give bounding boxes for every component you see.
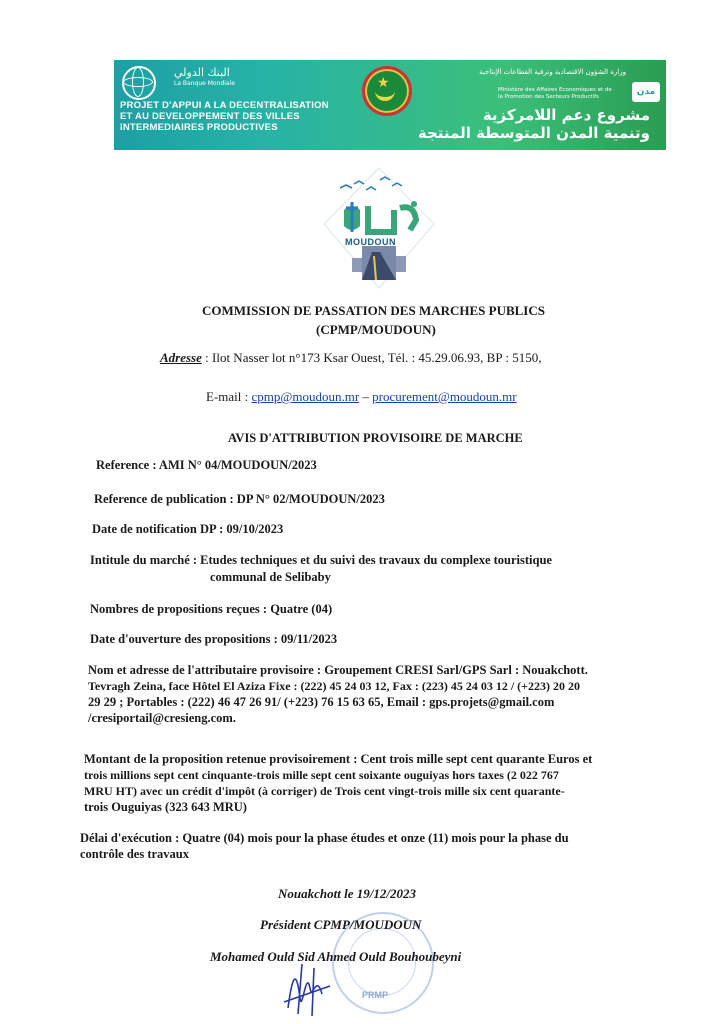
email-separator: – — [359, 389, 373, 404]
moudoun-logo-icon — [322, 166, 436, 290]
national-seal-icon: ★ — [362, 66, 412, 116]
address-label: Adresse — [160, 350, 202, 365]
awardee-paragraph: Nom et adresse de l'attributaire provisoire : Groupement CRESI Sarl/GPS Sarl : Nouakchott. Tevragh Zeina, face Hôtel El Aziza Fixe : (222) 45 24 03 12, Fax : (223) 45 24 03 12 / (+223) 20 20 29 29 ; Portables : (222) 46 47 26 91/ (+223) 76 15 63 65, Email : gps.projets@gmail.com /cresiportail@cresieng.com. — [88, 663, 588, 725]
address-text: : Ilot Nasser lot n°173 Ksar Ouest, Tél. : 45.29.06.93, BP : 5150, — [201, 350, 542, 365]
intitule-line-1: Intitule du marché : Etudes techniques et du suivi des travaux du complexe touristique — [90, 553, 552, 567]
commission-title: COMMISSION DE PASSATION DES MARCHES PUBLICS — [202, 303, 545, 318]
world-bank-french: La Banque Mondiale — [174, 80, 235, 87]
signatory-name: Mohamed Ould Sid Ahmed Ould Bouhoubeyni — [210, 949, 462, 964]
email-line — [206, 389, 517, 405]
notification-date-line: Date de notification DP : 09/10/2023 — [92, 522, 284, 536]
commission-acronym: (CPMP/MOUDOUN) — [316, 322, 436, 337]
email-link-cpmp[interactable]: cpmp@moudoun.mr — [251, 389, 360, 404]
address-line — [160, 350, 541, 366]
email-label: E-mail : — [206, 389, 252, 404]
world-bank-globe-icon — [122, 66, 156, 100]
notice-title: AVIS D'ATTRIBUTION PROVISOIRE DE MARCHE — [228, 431, 523, 445]
opening-date-line: Date d'ouverture des propositions : 09/11/2023 — [90, 632, 338, 646]
email-link-procurement[interactable]: procurement@moudoun.mr — [372, 389, 517, 404]
ministry-arabic: وزارة الشؤون الاقتصادية وترقية القطاعات الإنتاجية — [479, 68, 626, 76]
handwritten-signature-icon — [278, 958, 338, 1018]
place-date-line: Nouakchott le 19/12/2023 — [278, 886, 416, 901]
project-banner — [114, 60, 666, 150]
reference-line: Reference : AMI N° 04/MOUDOUN/2023 — [96, 458, 317, 472]
publication-reference-line: Reference de publication : DP N° 02/MOUDOUN/2023 — [94, 492, 385, 506]
world-bank-arabic: البنك الدولي — [174, 66, 230, 79]
project-name-arabic: مشروع دعم اللامركزية وتنمية المدن المتوسطة المنتجة — [417, 106, 650, 142]
stamp-text: PRMP — [362, 990, 389, 1000]
logo-latin-text: MOUDOUN — [345, 237, 396, 247]
execution-delay-paragraph: Délai d'exécution : Quatre (04) mois pour la phase études et onze (11) mois pour la phase du contrôle des travaux — [80, 831, 569, 861]
amount-paragraph: Montant de la proposition retenue provisoirement : Cent trois mille sept cent quarante Euros et trois millions sept cent cinquante-trois mille sept cent soixante ouguiyas hors taxes (2 022 767 MRU HT) avec un crédit d'impôt (à corriger) de Trois cent vingt-trois mille six cent quarante- trois Ouguiyas (323 643 MRU) — [84, 752, 593, 814]
moudoun-mini-logo: مدن — [632, 82, 660, 102]
propositions-count-line: Nombres de propositions reçues : Quatre (04) — [90, 602, 333, 616]
signatory-role: Président CPMP/MOUDOUN — [260, 917, 422, 932]
ministry-french: Ministère des Affaires Economiques et de la Promotion des Secteurs Productifs — [498, 87, 612, 100]
intitule-line-2: communal de Selibaby — [210, 570, 331, 584]
project-name-french: PROJET D'APPUI A LA DECENTRALISATION ET AU DEVELOPPEMENT DES VILLES INTERMEDIAIRES PRODUCTIVES — [120, 100, 329, 133]
